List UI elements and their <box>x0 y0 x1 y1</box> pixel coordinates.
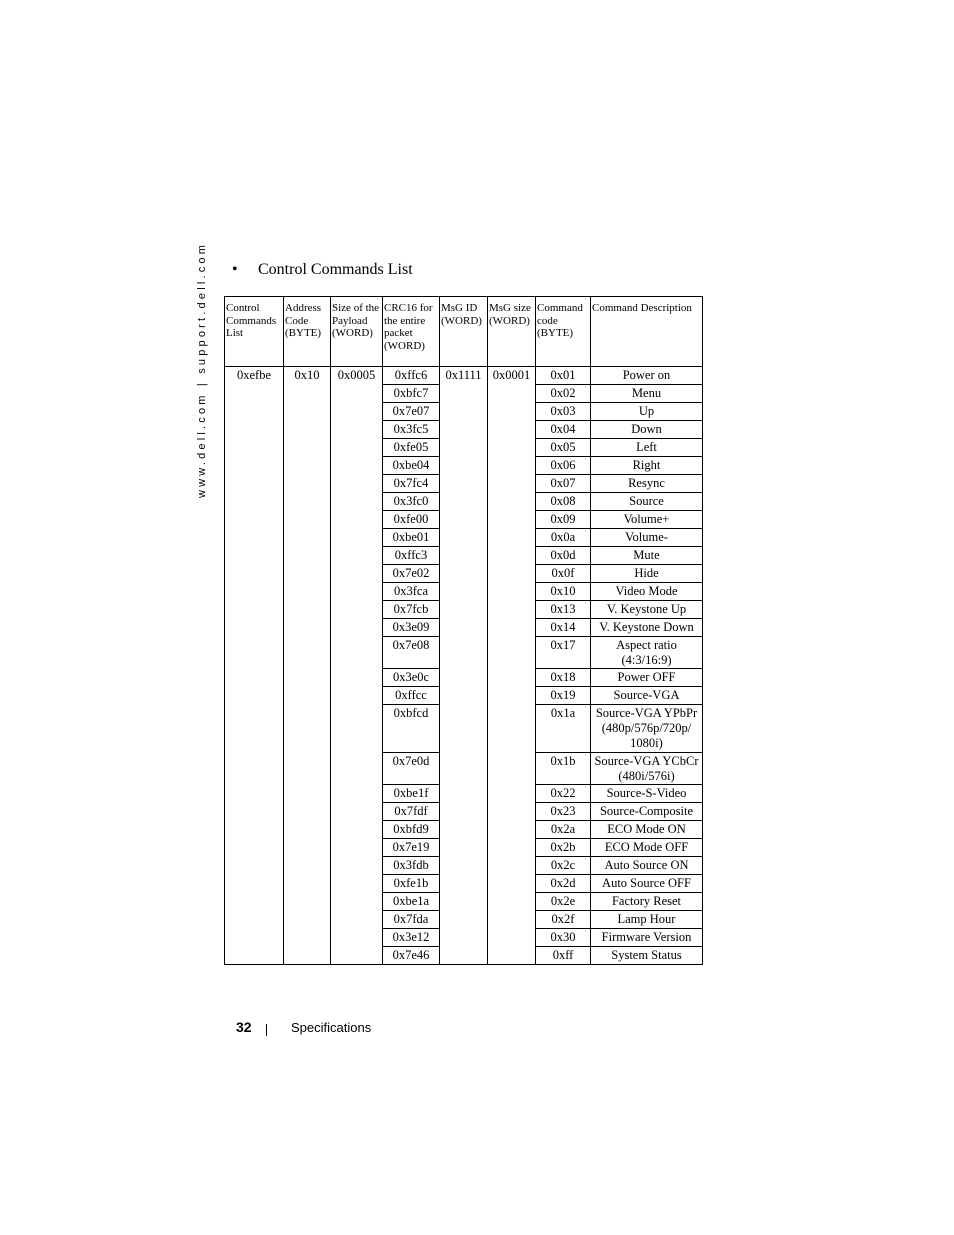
crc-cell: 0xbfc7 <box>383 385 440 403</box>
command-description-cell: Down <box>591 421 703 439</box>
header-payload-size: Size of the Payload (WORD) <box>331 297 383 367</box>
crc-cell: 0x3fca <box>383 583 440 601</box>
command-code-cell: 0x2f <box>536 911 591 929</box>
section-heading <box>232 261 413 279</box>
command-code-cell: 0x09 <box>536 511 591 529</box>
crc-cell: 0xbe1a <box>383 893 440 911</box>
command-description-cell: Right <box>591 457 703 475</box>
command-code-cell: 0x08 <box>536 493 591 511</box>
command-description-cell: Source-VGA <box>591 687 703 705</box>
command-code-cell: 0x30 <box>536 929 591 947</box>
command-description-cell: System Status <box>591 947 703 965</box>
control-commands-table <box>224 296 703 965</box>
command-description-cell: Aspect ratio (4:3/16:9) <box>591 637 703 669</box>
command-description-cell: Source <box>591 493 703 511</box>
command-code-cell: 0x2c <box>536 857 591 875</box>
crc-cell: 0x7e46 <box>383 947 440 965</box>
command-description-cell: Video Mode <box>591 583 703 601</box>
crc-cell: 0x3fc0 <box>383 493 440 511</box>
crc-cell: 0x3e0c <box>383 669 440 687</box>
table-header-row <box>225 297 703 367</box>
header-address-code: Address Code (BYTE) <box>284 297 331 367</box>
command-code-cell: 0x01 <box>536 367 591 385</box>
payload-cell: 0x0005 <box>331 367 383 965</box>
command-code-cell: 0x14 <box>536 619 591 637</box>
crc-cell: 0xffc6 <box>383 367 440 385</box>
footer-section-name: Specifications <box>291 1020 372 1035</box>
crc-cell: 0xffcc <box>383 687 440 705</box>
command-code-cell: 0x0f <box>536 565 591 583</box>
crc-cell: 0x7e0d <box>383 753 440 785</box>
command-code-cell: 0x13 <box>536 601 591 619</box>
command-description-cell: Auto Source ON <box>591 857 703 875</box>
command-description-cell: Up <box>591 403 703 421</box>
crc-cell: 0x7fda <box>383 911 440 929</box>
side-url: www.dell.com | support.dell.com <box>196 241 208 498</box>
command-description-cell: Resync <box>591 475 703 493</box>
crc-cell: 0x7e19 <box>383 839 440 857</box>
crc-cell: 0x3fc5 <box>383 421 440 439</box>
header-command-code: Command code (BYTE) <box>536 297 591 367</box>
command-description-cell: Power OFF <box>591 669 703 687</box>
command-code-cell: 0x07 <box>536 475 591 493</box>
command-code-cell: 0x0d <box>536 547 591 565</box>
command-description-cell: Lamp Hour <box>591 911 703 929</box>
command-description-cell: Source-VGA YPbPr (480p/576p/720p/ 1080i) <box>591 705 703 753</box>
command-description-cell: Auto Source OFF <box>591 875 703 893</box>
command-description-cell: Factory Reset <box>591 893 703 911</box>
command-description-cell: V. Keystone Down <box>591 619 703 637</box>
header-crc16: CRC16 for the entire packet (WORD) <box>383 297 440 367</box>
command-description-cell: Source-S-Video <box>591 785 703 803</box>
crc-cell: 0xbe04 <box>383 457 440 475</box>
crc-cell: 0xbfd9 <box>383 821 440 839</box>
crc-cell: 0x7e08 <box>383 637 440 669</box>
command-code-cell: 0x10 <box>536 583 591 601</box>
crc-cell: 0xfe05 <box>383 439 440 457</box>
table-row <box>225 367 703 385</box>
command-code-cell: 0x2a <box>536 821 591 839</box>
address-cell: 0x10 <box>284 367 331 965</box>
command-description-cell: Hide <box>591 565 703 583</box>
command-code-cell: 0x1b <box>536 753 591 785</box>
header-msg-id: MsG ID (WORD) <box>440 297 488 367</box>
crc-cell: 0x7fc4 <box>383 475 440 493</box>
crc-cell: 0x7e02 <box>383 565 440 583</box>
command-code-cell: 0x17 <box>536 637 591 669</box>
command-description-cell: ECO Mode OFF <box>591 839 703 857</box>
command-code-cell: 0x23 <box>536 803 591 821</box>
header-command-description: Command Description <box>591 297 703 367</box>
command-code-cell: 0x2b <box>536 839 591 857</box>
crc-cell: 0xfe00 <box>383 511 440 529</box>
crc-cell: 0x3e09 <box>383 619 440 637</box>
crc-cell: 0xbfcd <box>383 705 440 753</box>
crc-cell: 0xbe01 <box>383 529 440 547</box>
crc-cell: 0xfe1b <box>383 875 440 893</box>
crc-cell: 0x7fcb <box>383 601 440 619</box>
command-description-cell: Mute <box>591 547 703 565</box>
command-code-cell: 0x02 <box>536 385 591 403</box>
command-description-cell: ECO Mode ON <box>591 821 703 839</box>
header-control-commands: Control Commands List <box>225 297 284 367</box>
command-code-cell: 0x1a <box>536 705 591 753</box>
command-code-cell: 0x06 <box>536 457 591 475</box>
msg-id-cell: 0x1111 <box>440 367 488 965</box>
crc-cell: 0xbe1f <box>383 785 440 803</box>
command-code-cell: 0x0a <box>536 529 591 547</box>
crc-cell: 0x7fdf <box>383 803 440 821</box>
command-description-cell: Left <box>591 439 703 457</box>
command-description-cell: Menu <box>591 385 703 403</box>
command-code-cell: 0x22 <box>536 785 591 803</box>
command-description-cell: Firmware Version <box>591 929 703 947</box>
header-msg-size: MsG size (WORD) <box>488 297 536 367</box>
command-code-cell: 0x2e <box>536 893 591 911</box>
command-description-cell: Source-Composite <box>591 803 703 821</box>
section-title: Control Commands List <box>258 261 413 278</box>
command-description-cell: V. Keystone Up <box>591 601 703 619</box>
command-description-cell: Power on <box>591 367 703 385</box>
command-code-cell: 0x05 <box>536 439 591 457</box>
crc-cell: 0x3fdb <box>383 857 440 875</box>
msg-size-cell: 0x0001 <box>488 367 536 965</box>
command-code-cell: 0x2d <box>536 875 591 893</box>
command-code-cell: 0x03 <box>536 403 591 421</box>
command-description-cell: Source-VGA YCbCr (480i/576i) <box>591 753 703 785</box>
command-description-cell: Volume- <box>591 529 703 547</box>
command-code-cell: 0xff <box>536 947 591 965</box>
crc-cell: 0x7e07 <box>383 403 440 421</box>
footer-separator <box>266 1024 267 1036</box>
command-code-cell: 0x04 <box>536 421 591 439</box>
command-code-cell: 0x18 <box>536 669 591 687</box>
command-description-cell: Volume+ <box>591 511 703 529</box>
bullet: • <box>232 261 238 278</box>
command-code-cell: 0x19 <box>536 687 591 705</box>
page-number: 32 <box>236 1019 252 1035</box>
table-body <box>225 367 703 965</box>
control-cell: 0xefbe <box>225 367 284 965</box>
crc-cell: 0xffc3 <box>383 547 440 565</box>
crc-cell: 0x3e12 <box>383 929 440 947</box>
